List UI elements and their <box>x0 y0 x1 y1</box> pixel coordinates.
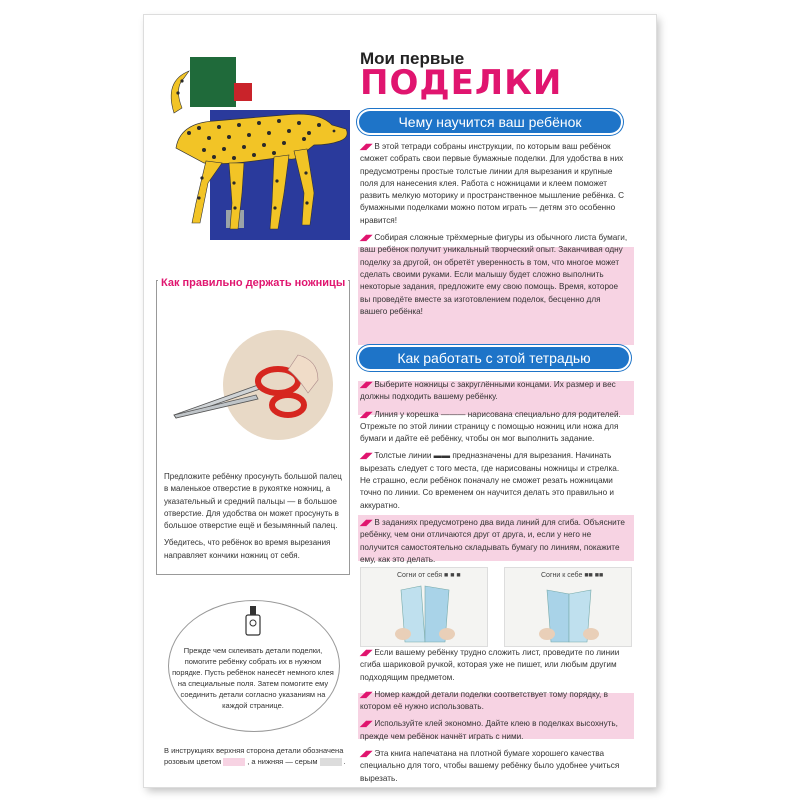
pink-swatch <box>223 758 245 766</box>
bullet-icon: ◢◤ <box>360 233 373 243</box>
section1-banner <box>359 111 621 133</box>
section2-paragraph: ◢◤ Толстые линии ▬▬ предназначены для вырезания. Начинать вырезать следует с того места, где нарисованы ножницы и стрелка. Не страшно, если ребёнок поначалу не сможет резать ножницами точно по линии. Со временем он научится делать это правильно и аккуратно. <box>360 451 620 510</box>
bullet-icon: ◢◤ <box>360 380 373 389</box>
scissors-title: Как правильно держать ножницы <box>158 277 348 289</box>
glue-bottle-icon <box>242 603 264 637</box>
folded-paper-icon <box>391 584 461 644</box>
section1-paragraph: ◢◤ Собирая сложные трёхмерные фигуры из обычного листа бумаги, ваш ребёнок получит уникальный творческий опыт. Заканчивая одну поделку за другой, он обретёт уверенность в том, что многое может сделать своими руками. Если малышу будет сложно выполнить некоторые задания, предложите ему свою помощь. Время, которое вы проведёте вместе за изготовлением поделок, бесценно для вашего ребёнка! <box>360 233 628 316</box>
section2-paragraph: ◢◤ Эта книга напечатана на плотной бумаге хорошего качества специально для того, чтобы вашему ребёнку было удобнее учиться вырезать. <box>360 749 620 783</box>
section2-paragraph: ◢◤ В заданиях предусмотрено два вида линий для сгиба. Объясните ребёнку, чем они отличаются друг от друга, и, если у него не получится самостоятельно складывать бумагу по линиям, покажите ему, как это делать. <box>360 517 625 564</box>
bullet-icon: ◢◤ <box>360 719 373 729</box>
bullet-icon: ◢◤ <box>360 749 373 759</box>
scissors-text-1: Предложите ребёнку просунуть большой палец в маленькое отверстие в рукоятке ножниц, а указательный и средний пальцы — в большое отверстие. Для удобства он может просунуть в большое отверстие ещё и безымянный палец. <box>164 472 342 531</box>
photo-left-label: Согни от себя ■ ■ ■ <box>397 572 461 579</box>
gray-swatch <box>320 758 342 766</box>
bullet-icon: ◢◤ <box>360 517 373 527</box>
section2-banner <box>359 347 629 369</box>
section2-paragraph: ◢◤ Используйте клей экономно. Дайте клею в поделках высохнуть, прежде чем ребёнок начнёт играть с ними. <box>360 719 618 741</box>
section1-text <box>360 141 628 323</box>
scissors-text-2: Убедитесь, что ребёнок во время вырезания направляет кончики ножниц от себя. <box>164 538 331 560</box>
photo-fold-toward <box>504 567 632 647</box>
booklet-page <box>144 15 656 787</box>
green-square <box>190 57 236 107</box>
scissors-illustration <box>168 315 338 445</box>
bullet-icon: ◢◤ <box>360 451 373 461</box>
red-square <box>234 83 252 101</box>
scissors-text <box>164 471 344 567</box>
cheetah-illustration <box>144 53 354 253</box>
section2-paragraph: ◢◤ Если вашему ребёнку трудно сложить лист, проведите по линии сгиба шариковой ручкой, которая уже не пишет, или любым другим подходящим предметом. <box>360 648 620 682</box>
subtitle: Мои первые <box>360 49 465 68</box>
glue-text: Прежде чем склеивать детали поделки, помогите ребёнку собрать их в нужном порядке. Пусть ребёнок нанесёт немного клея на специальные поля. Затем помогите ему соединить детали согласно указаниям на каждой странице. <box>172 646 334 710</box>
section2-text-after <box>360 647 628 790</box>
footer-note: В инструкциях верхняя сторона детали обозначена розовым цветом , а нижняя — серым . <box>164 746 346 766</box>
section2-paragraph: ◢◤ Номер каждой детали поделки соответствует тому порядку, в котором её нужно использовать. <box>360 689 608 712</box>
photo-right-label: Согни к себе ■■ ■■ <box>541 572 604 579</box>
section2-title: Как работать с этой тетрадью <box>397 350 591 366</box>
skin-circle <box>223 330 333 440</box>
bullet-icon: ◢◤ <box>360 142 373 151</box>
page-title: ПОДЕЛКИ <box>360 63 563 103</box>
folded-paper-icon <box>535 584 605 644</box>
section1-paragraph: ◢◤ В этой тетради собраны инструкции, по которым ваш ребёнок сможет собрать свои первые бумажные поделки. Для удобства в них предусмотрены простые толстые линии для вырезания и крупные поля для нанесения клея. Работа с ножницами и клеем поможет развить мелкую моторику и пространственное мышление ребёнка. С бумажными поделками можно потом играть — детям это особенно нравится! <box>360 142 625 225</box>
photo-fold-away <box>360 567 488 647</box>
section2-paragraph: ◢◤ Линия у корешка ——— нарисована специально для родителей. Отрежьте по этой линии страницу с помощью ножниц или ножа для бумаги и дайте её ребёнку, чтобы он мог выполнить задание. <box>360 409 621 444</box>
bullet-icon: ◢◤ <box>360 409 373 419</box>
bullet-icon: ◢◤ <box>360 648 373 657</box>
section2-text <box>360 379 628 571</box>
section2-paragraph: ◢◤ Выберите ножницы с закруглёнными концами. Их размер и вес должны подходить вашему ребёнку. <box>360 380 616 402</box>
bullet-icon: ◢◤ <box>360 689 373 699</box>
section1-title: Чему научится ваш ребёнок <box>398 114 582 130</box>
